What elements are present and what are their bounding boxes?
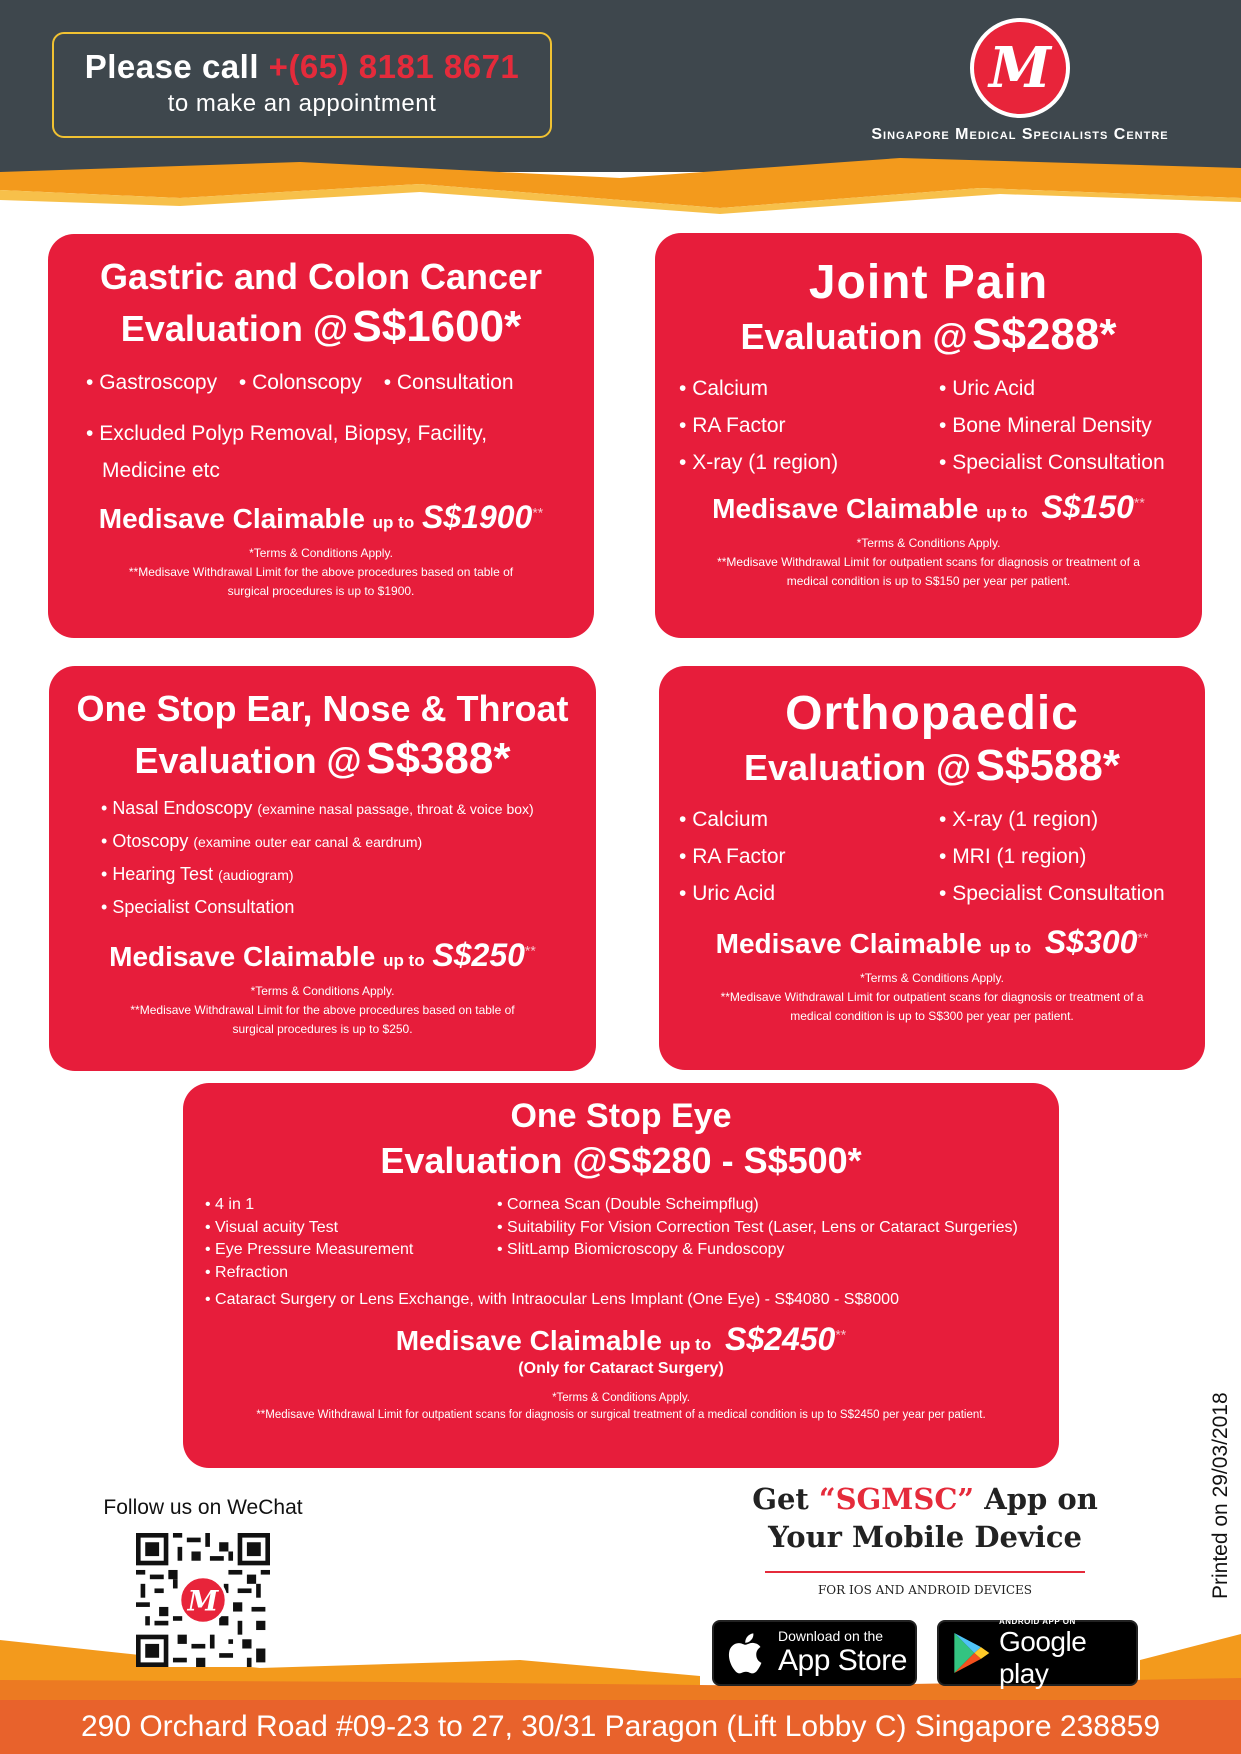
card-notes: *Terms & Conditions Apply. **Medisave Withdrawal Limit for the above procedures based on table of surgical procedures is up to $1900. [128, 546, 514, 598]
card-notes: *Terms & Conditions Apply. **Medisave Withdrawal Limit for outpatient scans for diagnosis or treatment of a medical condition is up to S$300 per year per patient. [720, 971, 1144, 1023]
card-gastric-colon [48, 234, 594, 638]
apple-icon [726, 1627, 770, 1679]
card-price-line: Evaluation @ S$588* [744, 741, 1120, 790]
bullet-col-2: • X-ray (1 region) • MRI (1 region) • Specialist Consultation [939, 801, 1165, 912]
list-item: • Specialist Consultation [101, 897, 295, 917]
call-line: Please call +(65) 8181 8671 [84, 48, 520, 85]
card-title: Gastric and Colon Cancer [99, 256, 543, 297]
card-price-line: Evaluation @ S$1600* [120, 302, 522, 351]
google-play-icon [951, 1630, 991, 1676]
card-title: Joint Pain [808, 256, 1049, 309]
price: S$388 [366, 734, 494, 783]
bullet-col-1: • Calcium • RA Factor • X-ray (1 region) [679, 370, 939, 481]
medisave-sub: (Only for Cataract Surgery) [518, 1360, 724, 1377]
svg-text:M: M [187, 1584, 219, 1618]
card-orthopaedic [659, 666, 1205, 1070]
card-price-line: Evaluation @S$280 - S$500* [380, 1140, 862, 1181]
medisave-line: Medisave Claimable up to S$250** [109, 937, 536, 973]
bullet-col-1: • Calcium • RA Factor • Uric Acid [679, 801, 939, 912]
printed-date-text: Printed on 29/03/2018 [1209, 1392, 1232, 1599]
bullet-columns [679, 370, 1202, 481]
card-joint-pain [655, 233, 1202, 638]
card-title: One Stop Eye [510, 1097, 732, 1135]
bullet-columns [205, 1194, 1059, 1284]
ent-list [101, 792, 596, 923]
smsc-logo-icon: M [970, 18, 1070, 118]
wechat-label: Follow us on WeChat [103, 1496, 303, 1519]
centre-logo [820, 18, 1220, 144]
card-price-line: Evaluation @ S$388* [134, 734, 511, 783]
card-price-line: Evaluation @ S$288* [740, 310, 1117, 359]
wechat-qr-icon[interactable] [136, 1533, 270, 1667]
medisave-line: Medisave Claimable up to S$300** [715, 924, 1149, 960]
list-item: • Otoscopy (examine outer ear canal & eardrum) [101, 831, 423, 851]
medisave-line: Medisave Claimable up to S$1900** [98, 499, 544, 535]
app-promo-title: Get “SGMSC” App on Your Mobile Device [752, 1482, 1098, 1554]
printed-date [1200, 1363, 1236, 1599]
card-notes: *Terms & Conditions Apply. **Medisave Withdrawal Limit for the above procedures based on table of surgical procedures is up to $250. [130, 984, 515, 1036]
google-play-text: ANDROID APP ON Google play [998, 1616, 1087, 1689]
appointment-call-box[interactable] [52, 32, 552, 138]
bullet-row: • Gastroscopy • Colonscopy • Consultation [86, 364, 594, 401]
card-eye [183, 1083, 1059, 1468]
card-ent [49, 666, 596, 1071]
app-promo-subtitle: FOR IOS AND ANDROID DEVICES [817, 1583, 1032, 1597]
app-store-text: Download on the App Store [778, 1628, 907, 1677]
card-notes: *Terms & Conditions Apply. **Medisave Withdrawal Limit for outpatient scans for diagnosis or surgical treatment of a medical condition is up to S$2450 per year per patient. [256, 1392, 986, 1421]
card-title: Orthopaedic [785, 687, 1079, 740]
app-store-button[interactable] [712, 1620, 917, 1686]
call-subline: to make an appointment [167, 90, 437, 117]
cataract-line: • Cataract Surgery or Lens Exchange, with Intraocular Lens Implant (One Eye) - S$4080 - S$8000 [205, 1291, 899, 1308]
app-promo-divider [765, 1571, 1085, 1573]
phone-number[interactable]: +(65) 8181 8671 [268, 48, 520, 85]
medisave-line: Medisave Claimable up to S$2450** [395, 1321, 847, 1357]
address-bar: 290 Orchard Road #09-23 to 27, 30/31 Paragon (Lift Lobby C) Singapore 238859 [0, 1700, 1241, 1754]
centre-name: Singapore Medical Specialists Centre [871, 126, 1169, 143]
price: S$1600 [352, 302, 505, 351]
bullet-col-2: • Uric Acid • Bone Mineral Density • Specialist Consultation [939, 370, 1165, 481]
bullet-col-1: • 4 in 1 • Visual acuity Test • Eye Pressure Measurement • Refraction [205, 1196, 414, 1281]
bullet-long: • Excluded Polyp Removal, Biopsy, Facility, Medicine etc [86, 415, 594, 489]
medisave-line: Medisave Claimable up to S$150** [712, 489, 1145, 525]
bullet-col-2: • Cornea Scan (Double Scheimpflug) • Suitability For Vision Correction Test (Laser, Lens or Cataract Surgeries) • SlitLamp Biomicroscopy & Fundoscopy [497, 1196, 1018, 1258]
header-orange-band [0, 150, 1241, 230]
card-notes: *Terms & Conditions Apply. **Medisave Withdrawal Limit for outpatient scans for diagnosis or treatment of a medical condition is up to S$150 per year per patient. [717, 536, 1140, 588]
google-play-button[interactable] [937, 1616, 1138, 1689]
price: S$288 [972, 310, 1100, 359]
list-item: • Nasal Endoscopy (examine nasal passage, throat & voice box) [101, 798, 534, 818]
list-item: • Hearing Test (audiogram) [101, 864, 294, 884]
price: S$588 [975, 741, 1103, 790]
bullet-columns [679, 801, 1205, 912]
card-title: One Stop Ear, Nose & Throat [76, 688, 569, 729]
